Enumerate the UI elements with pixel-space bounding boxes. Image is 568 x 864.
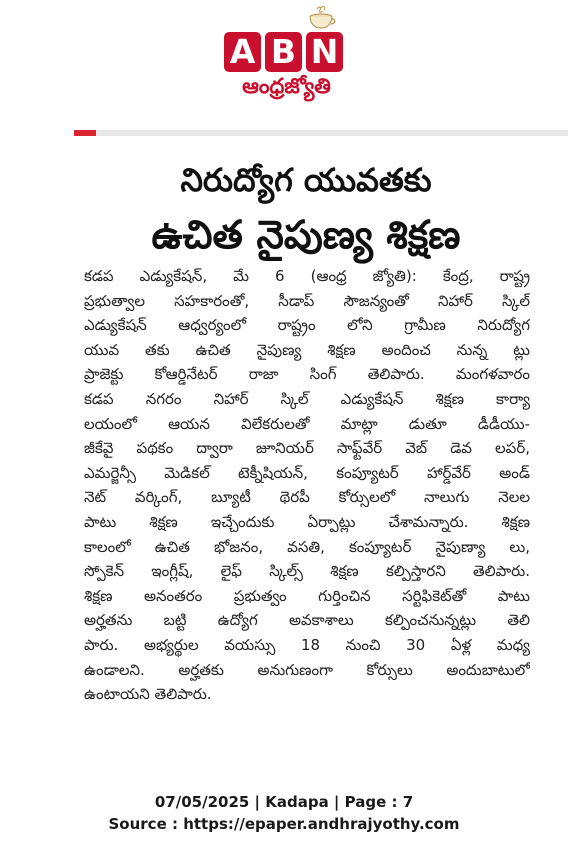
logo-letter-b: B [265, 32, 302, 72]
body-line: ఎమర్జెన్సీ మెడికల్‌ టెక్నీషియన్‌, కంప్యూటర్‌ హార్డ్‌వేర్‌ అండ్‌ [84, 463, 530, 482]
footer-source-link[interactable]: Source : https://epaper.andhrajyothy.com [108, 815, 460, 833]
article-body [84, 264, 530, 707]
body-line: జీకేవై పథకం ద్వారా జూనియర్‌ సాఫ్ట్‌వేర్‌ వెబ్‌ డెవ లపర్‌, [84, 439, 530, 458]
body-line: ప్రాజెక్టు కోఆర్డినేటర్‌ రాజా సింగ్‌ తెలిపారు. మంగళవారం [84, 365, 530, 384]
body-line: ఉండాలని. అర్హతకు అనుగుణంగా కోర్సులు అందుబాటులో [84, 660, 530, 679]
body-line: కడప ఎడ్యుకేషన్‌, మే 6 (ఆంధ్ర జ్యోతి): కేంద్ర, రాష్ట్ర [84, 267, 530, 285]
news-clipping [74, 136, 552, 762]
truncated-text-line [140, 752, 480, 762]
body-line: శిక్షణ అనంతరం ప్రభుత్వం గుర్తించిన సర్టిఫికెట్‌తో పాటు [84, 586, 530, 605]
tea-cup-icon [306, 6, 336, 30]
body-line: కాలంలో ఉచిత భోజనం, వసతి, కంప్యూటర్‌ నైపుణ్యా లు, [84, 537, 530, 556]
body-line: యువ తకు ఉచిత నైపుణ్య శిక్షణ అందించ నున్న ట్లు [84, 340, 530, 359]
logo-letter-a: A [224, 32, 261, 72]
body-line: పాటు శిక్షణ ఇచ్చేందుకు ఏర్పాట్లు చేశామన్నారు. శిక్షణ [84, 512, 530, 531]
body-line: కడప నగరం నిహార్‌ స్కిల్‌ ఎడ్యుకేషన్‌ శిక్షణ కార్యా [84, 389, 530, 408]
body-line: లయంలో ఆయన విలేకరులతో మాట్లా డుతూ డీడీయు- [84, 414, 530, 433]
footer-date-page: 07/05/2025 | Kadapa | Page : 7 [154, 793, 414, 811]
body-line: నెట్‌ వర్కింగ్‌, బ్యూటీ థెరపీ కోర్సులలో నాలుగు నెలల [84, 488, 530, 507]
headline-line-1: నిరుద్యోగ యువతకు [180, 161, 432, 199]
body-line: స్పోకెన్‌ ఇంగ్లీష్‌, లైఫ్‌ స్కిల్స్‌ శిక్షణ కల్పిస్తారని తెలిపారు. [84, 562, 530, 581]
logo-letter-n: N [306, 32, 343, 72]
body-line: అర్హతను బట్టి ఉద్యోగ అవకాశాలు కల్పించనున్నట్లు తెలి [84, 611, 530, 630]
abn-logo [224, 6, 349, 100]
headline-line-2: ఉచిత నైపుణ్య శిక్షణ [151, 213, 461, 258]
body-line: ఎడ్యుకేషన్‌ ఆధ్వర్యంలో రాష్ట్రం లోని గ్రామీణ నిరుద్యోగ [84, 316, 530, 335]
body-line: పారు. అభ్యర్థుల వయస్సు 18 నుంచి 30 ఏళ్ల మధ్య [84, 635, 530, 654]
body-line: ప్రభుత్వాల సహకారంతో, సీడాప్‌ సౌజన్యంతో నిహార్‌ స్కిల్‌ [84, 291, 530, 310]
logo-telugu-title: ఆంధ్రజ్యోతి [242, 74, 331, 98]
body-line: ఉంటాయని తెలిపారు. [84, 685, 212, 704]
